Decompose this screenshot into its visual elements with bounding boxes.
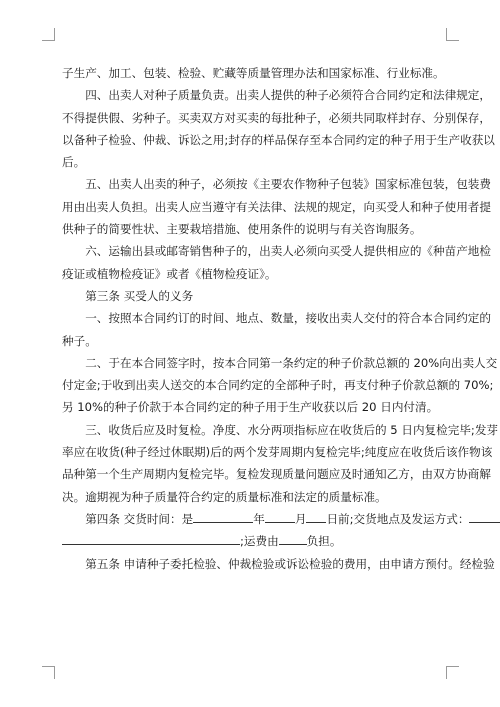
year-blank [193,508,253,523]
text-line: 六、运输出县或邮寄销售种子的，出卖人必须向买受人提供相应的《种苗产地检 [62,244,491,259]
text-line: 另 10%的种子价款于本合同约定的种子用于生产收获以后 20 日内付清。 [62,400,439,415]
text-line: 以备种子检验、仲裁、诉讼之用;封存的样品保存至本合同约定的种子用于生产收获以 [62,132,495,147]
delivery-label: 第四条 交货时间：是 [62,511,194,526]
burden-label: 负担。 [306,534,342,549]
freight-label: ;运费由 [240,534,279,549]
freight-payer-blank [279,530,307,545]
year-label: 年 [253,511,265,526]
shipping-method-blank [62,530,240,545]
delivery-line [62,508,470,530]
text-line: 率应在收货(种子经过休眠期)后的两个发芽周期内复检完毕;纯度应在收货后该作物该 [62,445,493,460]
document-body [62,62,499,575]
text-line: 用由出卖人负担。出卖人应当遵守有关法律、法规的规定，向买受人和种子使用者提 [62,199,491,214]
text-line: 四、出卖人对种子质量负责。出卖人提供的种子必须符合合同约定和法律规定， [62,88,491,103]
corner-mark-bottom-left [42,666,55,679]
text-line: 种子。 [62,333,97,348]
day-blank [306,508,326,523]
day-label: 日前;交货地点及发运方式： [326,511,470,526]
month-label: 月 [294,511,307,526]
text-line: 三、收货后应及时复检。净度、水分两项指标应在收货后的 5 日内复检完毕;发芽 [62,422,499,437]
corner-mark-top-right [446,28,459,41]
text-line: 供种子的简要性状、主要栽培措施、使用条件的说明与有关咨询服务。 [62,222,422,237]
text-line: 付定金;于收到出卖人送交的本合同约定的全部种子时，再支付种子价款总额的 70%; [62,378,494,393]
text-line: 五、出卖人出卖的种子，必须按《主要农作物种子包装》国家标准包装，包装费 [62,177,491,192]
text-line: 一、按照本合同约订的时间、地点、数量，接收出卖人交付的符合本合同约定的 [62,311,491,326]
text-line: 后。 [62,155,86,170]
place-blank [469,508,500,523]
month-blank [265,508,295,523]
corner-mark-bottom-right [446,666,459,679]
text-line: 疫证或植物检疫证》或者《植物检疫证》。 [62,266,277,281]
text-line: 不得提供假、劣种子。买卖双方对买卖的每批种子，必须共同取样封存、分别保存， [62,110,491,125]
corner-mark-top-left [42,28,55,41]
delivery-line-2 [62,530,440,552]
text-line: 品种第一个生产周期内复检完毕。复检发现质量问题应及时通知乙方，由双方协商解 [62,467,491,482]
text-line: 子生产、加工、包装、检验、贮藏等质量管理办法和国家标准、行业标准。 [62,66,445,80]
section-heading: 第三条 买受人的义务 [62,288,194,303]
text-line: 决。逾期视为种子质量符合约定的质量标准和法定的质量标准。 [62,489,387,504]
text-line: 二、于在本合同签字时，按本合同第一条约定的种子价款总额的 20%向出卖人交 [62,355,498,370]
text-line: 第五条 申请种子委托检验、仲裁检验或诉讼检验的费用，由申请方预付。经检验 [62,556,495,571]
